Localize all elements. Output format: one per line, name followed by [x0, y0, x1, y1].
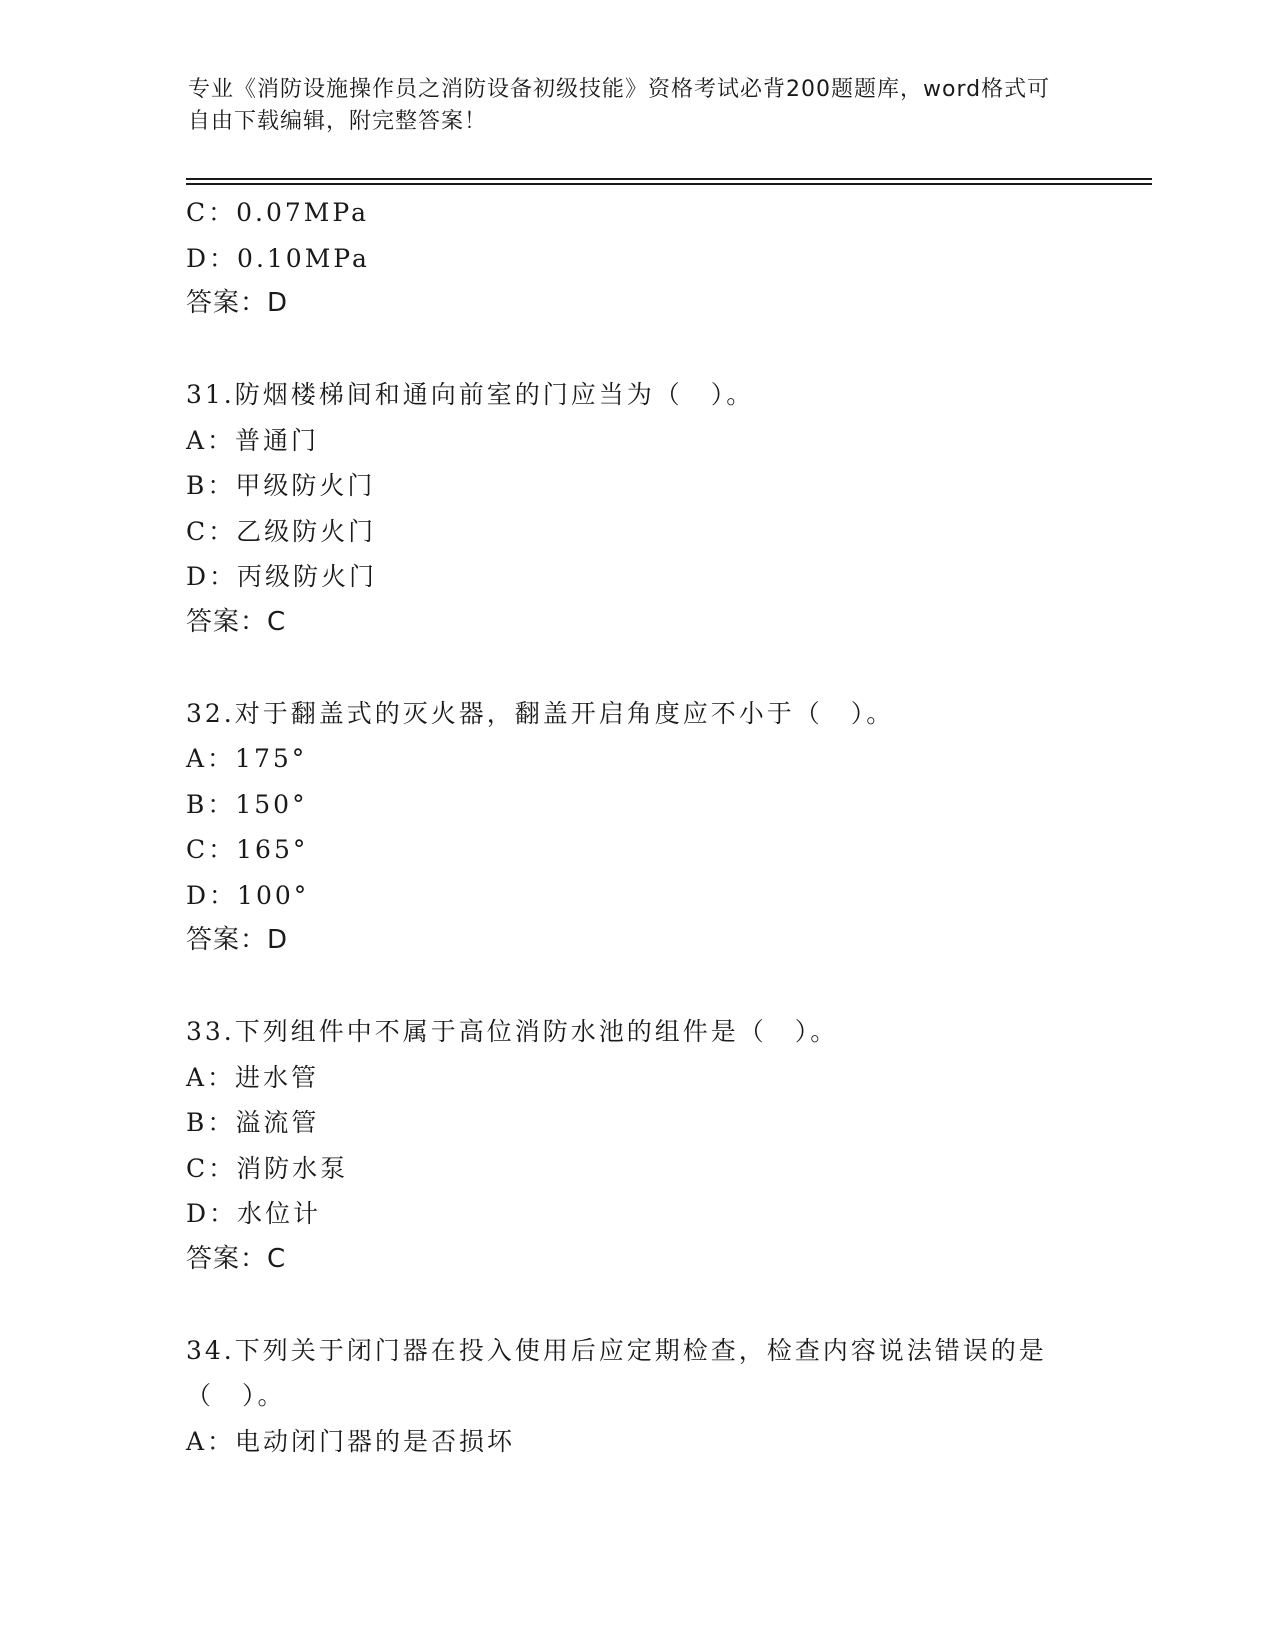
spacer: [186, 645, 1086, 691]
question-text-line-2: （ ）。: [186, 1381, 286, 1410]
spacer: [186, 1282, 1086, 1328]
question-33: [186, 1009, 1086, 1282]
answer: 答案：D: [186, 288, 289, 318]
header-rule-bottom: [186, 183, 1152, 185]
option-d: D：丙级防火门: [186, 562, 378, 591]
spacer: [186, 964, 1086, 1010]
question-31: [186, 372, 1086, 645]
option-d: D：100°: [186, 880, 310, 910]
header-rule-top: [186, 178, 1152, 180]
option-b: B：溢流管: [186, 1108, 320, 1137]
option-c: C：消防水泵: [186, 1153, 349, 1183]
question-text: 33.下列组件中不属于高位消防水池的组件是（ ）。: [186, 1017, 839, 1046]
option-a: A：电动闭门器的是否损坏: [186, 1426, 516, 1456]
answer: 答案：C: [186, 1243, 287, 1274]
option-b: B：甲级防火门: [186, 471, 376, 500]
question-text: 32.对于翻盖式的灭火器，翻盖开启角度应不小于（ ）。: [186, 698, 895, 728]
question-text-line-1: 34.下列关于闭门器在投入使用后应定期检查，检查内容说法错误的是: [186, 1335, 1047, 1365]
option-c: C：165°: [186, 835, 309, 864]
option-b: B：150°: [186, 789, 308, 819]
answer: 答案：D: [186, 925, 289, 955]
option-c: C：0.07MPa: [186, 198, 369, 227]
answer: 答案：C: [186, 606, 287, 637]
option-d: D：0.10MPa: [186, 243, 370, 273]
option-a: A：175°: [186, 744, 308, 773]
option-c: C：乙级防火门: [186, 516, 377, 546]
question-list: [186, 190, 1086, 1464]
option-a: A：进水管: [186, 1062, 320, 1092]
option-d: D：水位计: [186, 1199, 322, 1228]
option-a: A：普通门: [186, 425, 320, 455]
question-30-continuation: [186, 190, 1086, 327]
document-header: 专业《消防设施操作员之消防设备初级技能》资格考试必背200题题库，word格式可自由下载编辑，附完整答案！: [188, 77, 1051, 134]
question-text: 31.防烟楼梯间和通向前室的门应当为（ ）。: [186, 380, 755, 409]
spacer: [186, 327, 1086, 373]
question-32: [186, 691, 1086, 964]
question-34: [186, 1328, 1086, 1465]
